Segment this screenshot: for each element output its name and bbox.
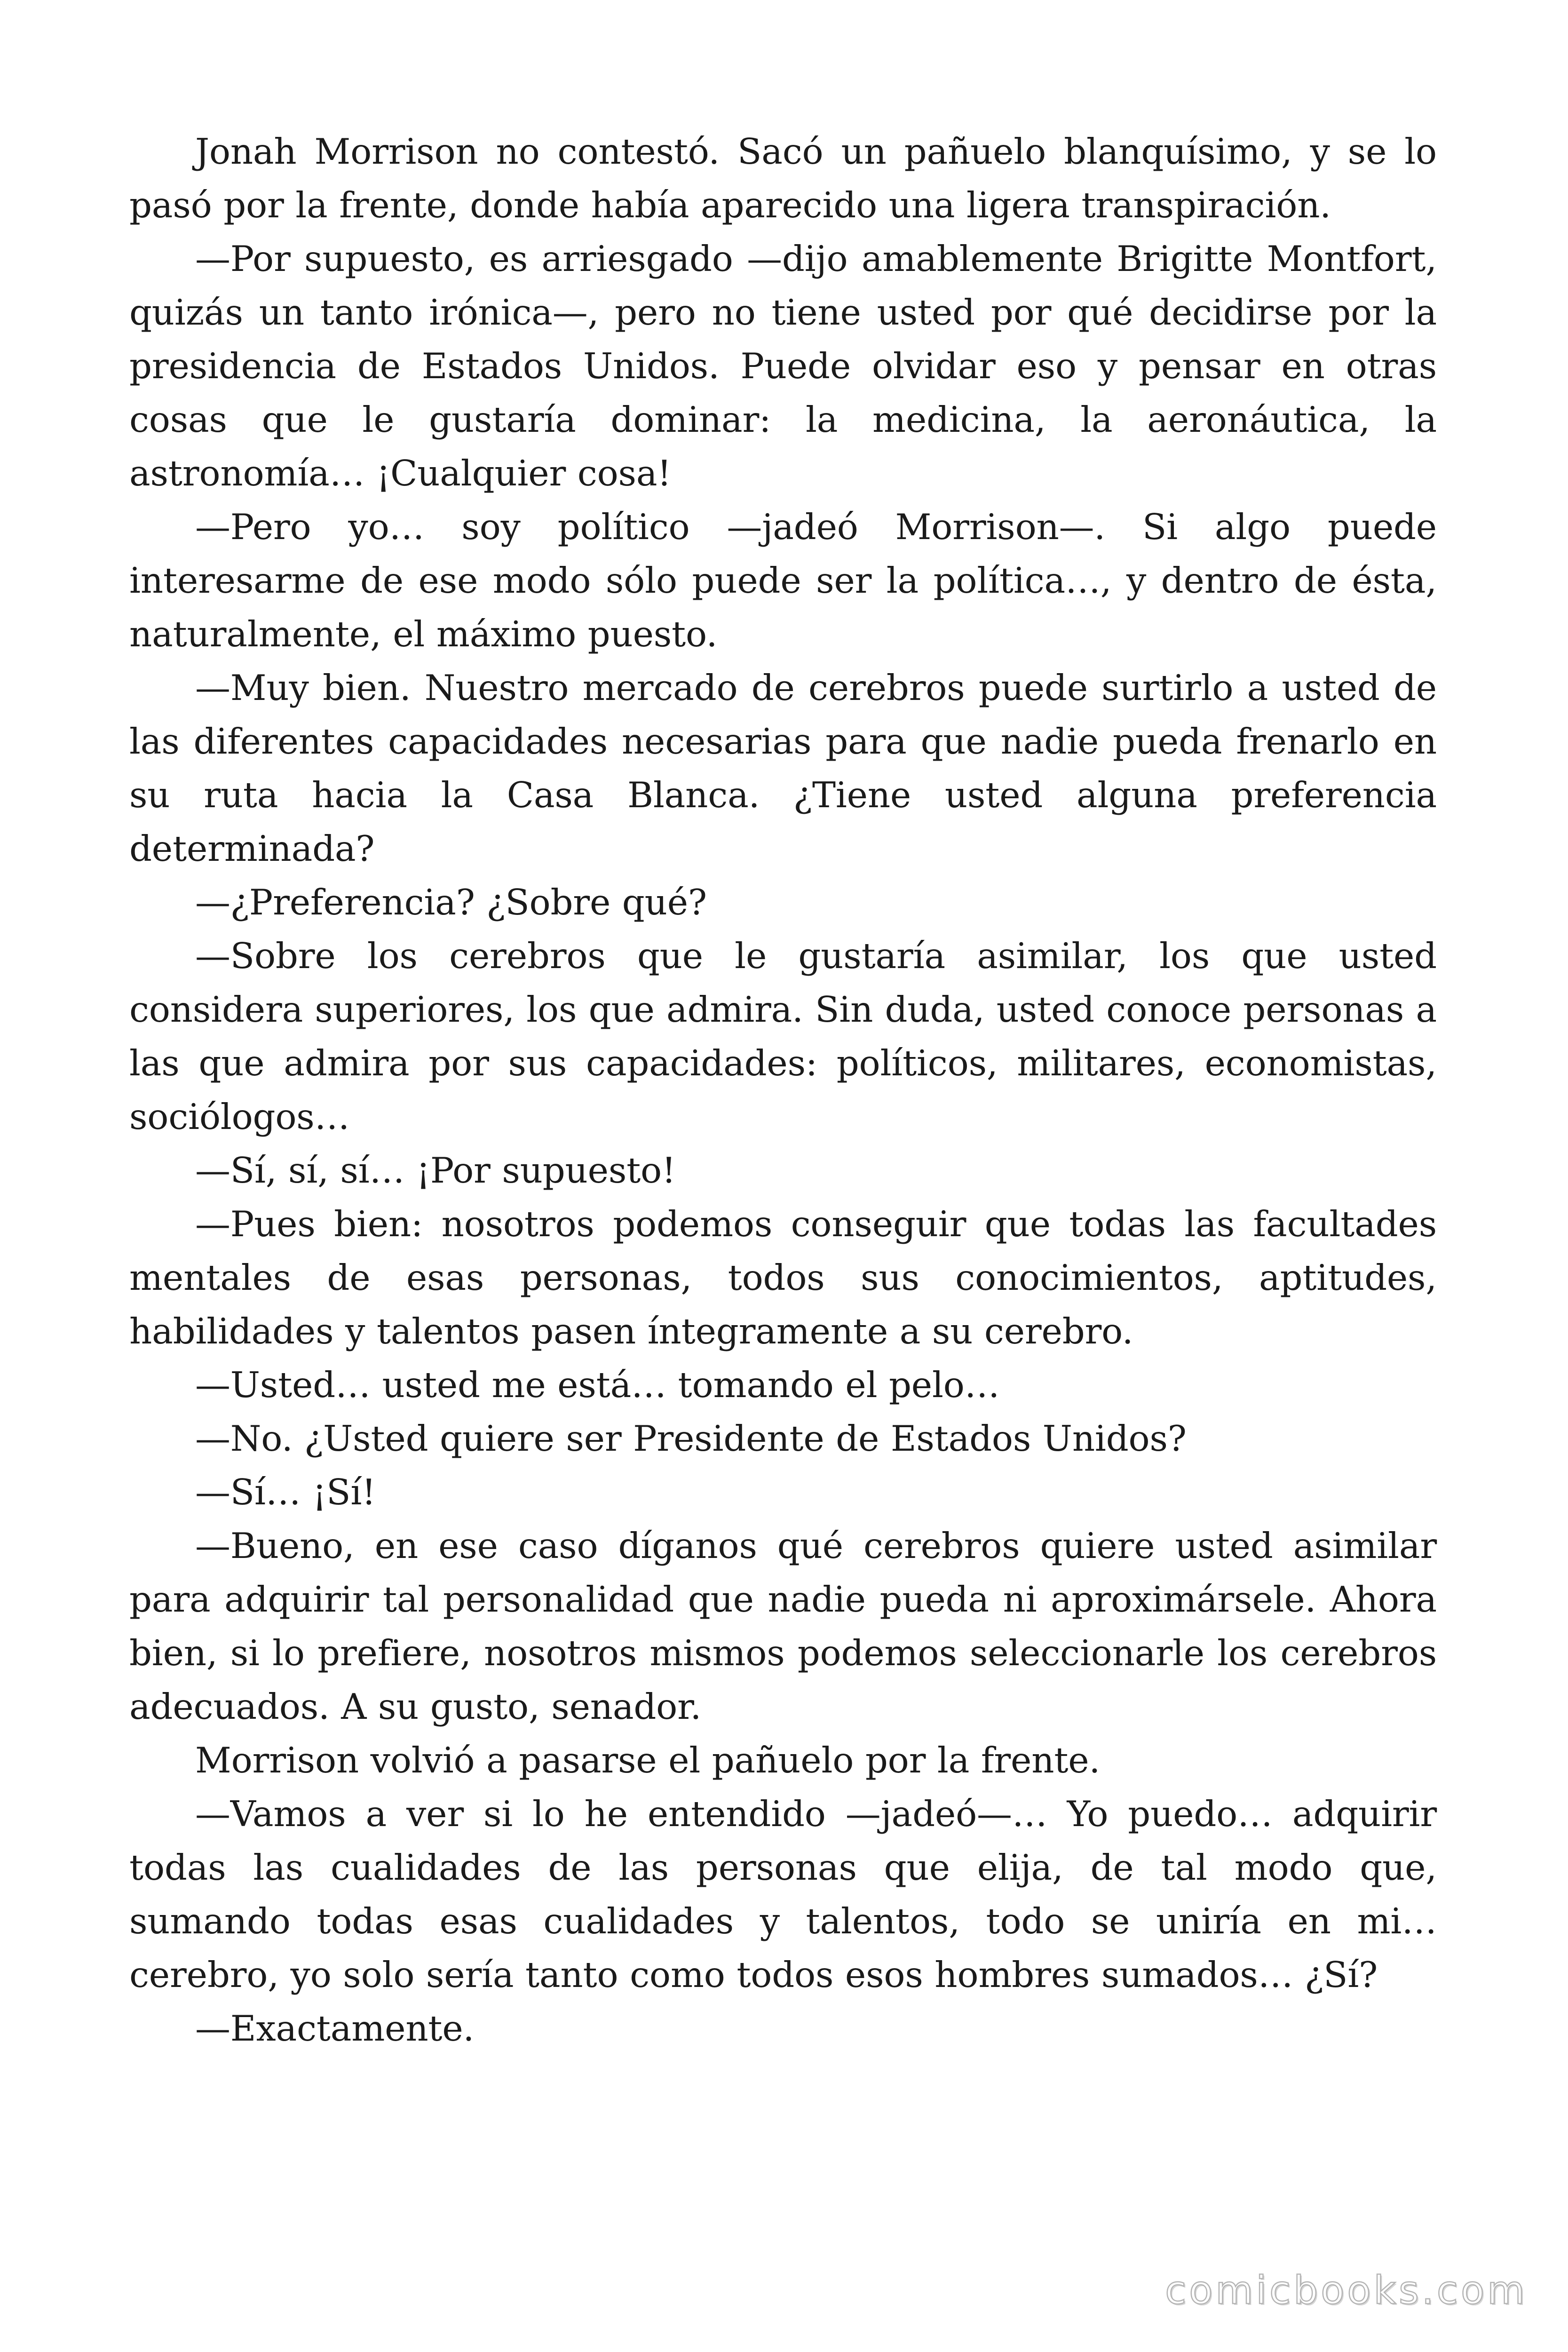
paragraph: —Vamos a ver si lo he entendido —jadeó—… Yo puedo… adquirir todas las cualidades de las personas que elija, de tal modo que, sumando todas esas cualidades y talentos, todo se uniría en mi… cerebro, yo solo sería tanto como todos esos hombres sumados… ¿Sí?	[129, 1793, 1437, 1995]
paragraph: —Pero yo… soy político —jadeó Morrison—. Si algo puede interesarme de ese modo sólo puede ser la política…, y dentro de ésta, naturalmente, el máximo puesto.	[129, 506, 1437, 655]
paragraph: —Bueno, en ese caso díganos qué cerebros quiere usted asimilar para adquirir tal personalidad que nadie pueda ni aproximársele. Ahora bien, si lo prefiere, nosotros mismos podemos seleccionarle los cerebros adecuados. A su gusto, senador.	[129, 1525, 1437, 1727]
paragraph: —Usted… usted me está… tomando el pelo…	[195, 1364, 1000, 1406]
paragraph: —Pues bien: nosotros podemos conseguir que todas las facultades mentales de esas personas, todos sus conocimientos, aptitudes, habilidades y talentos pasen íntegramente a su cerebro.	[129, 1203, 1437, 1352]
paragraph: —Exactamente.	[195, 2008, 475, 2049]
paragraph: —Muy bien. Nuestro mercado de cerebros puede surtirlo a usted de las diferentes capacidades necesarias para que nadie pueda frenarlo en su ruta hacia la Casa Blanca. ¿Tiene usted alguna preferencia determinada?	[129, 667, 1437, 869]
paragraph: Jonah Morrison no contestó. Sacó un pañuelo blanquísimo, y se lo pasó por la frente, donde había aparecido una ligera transpiración.	[129, 131, 1437, 226]
paragraph: —Sobre los cerebros que le gustaría asimilar, los que usted considera superiores, los que admira. Sin duda, usted conoce personas a las que admira por sus capacidades: políticos, militares, economistas, sociólogos…	[129, 935, 1437, 1137]
page-body	[129, 125, 1437, 2055]
paragraph: —No. ¿Usted quiere ser Presidente de Estados Unidos?	[195, 1418, 1187, 1459]
paragraph: —Sí… ¡Sí!	[195, 1471, 376, 1513]
paragraph: —¿Preferencia? ¿Sobre qué?	[195, 882, 707, 923]
paragraph: —Sí, sí, sí… ¡Por supuesto!	[195, 1150, 676, 1191]
paragraph: —Por supuesto, es arriesgado —dijo amablemente Brigitte Montfort, quizás un tanto irónica—, pero no tiene usted por qué decidirse por la presidencia de Estados Unidos. Puede olvidar eso y pensar en otras cosas que le gustaría dominar: la medicina, la aeronáutica, la astronomía… ¡Cualquier cosa!	[129, 238, 1437, 494]
paragraph: Morrison volvió a pasarse el pañuelo por la frente.	[195, 1740, 1101, 1781]
watermark: comicbooks.com	[1165, 2268, 1528, 2313]
